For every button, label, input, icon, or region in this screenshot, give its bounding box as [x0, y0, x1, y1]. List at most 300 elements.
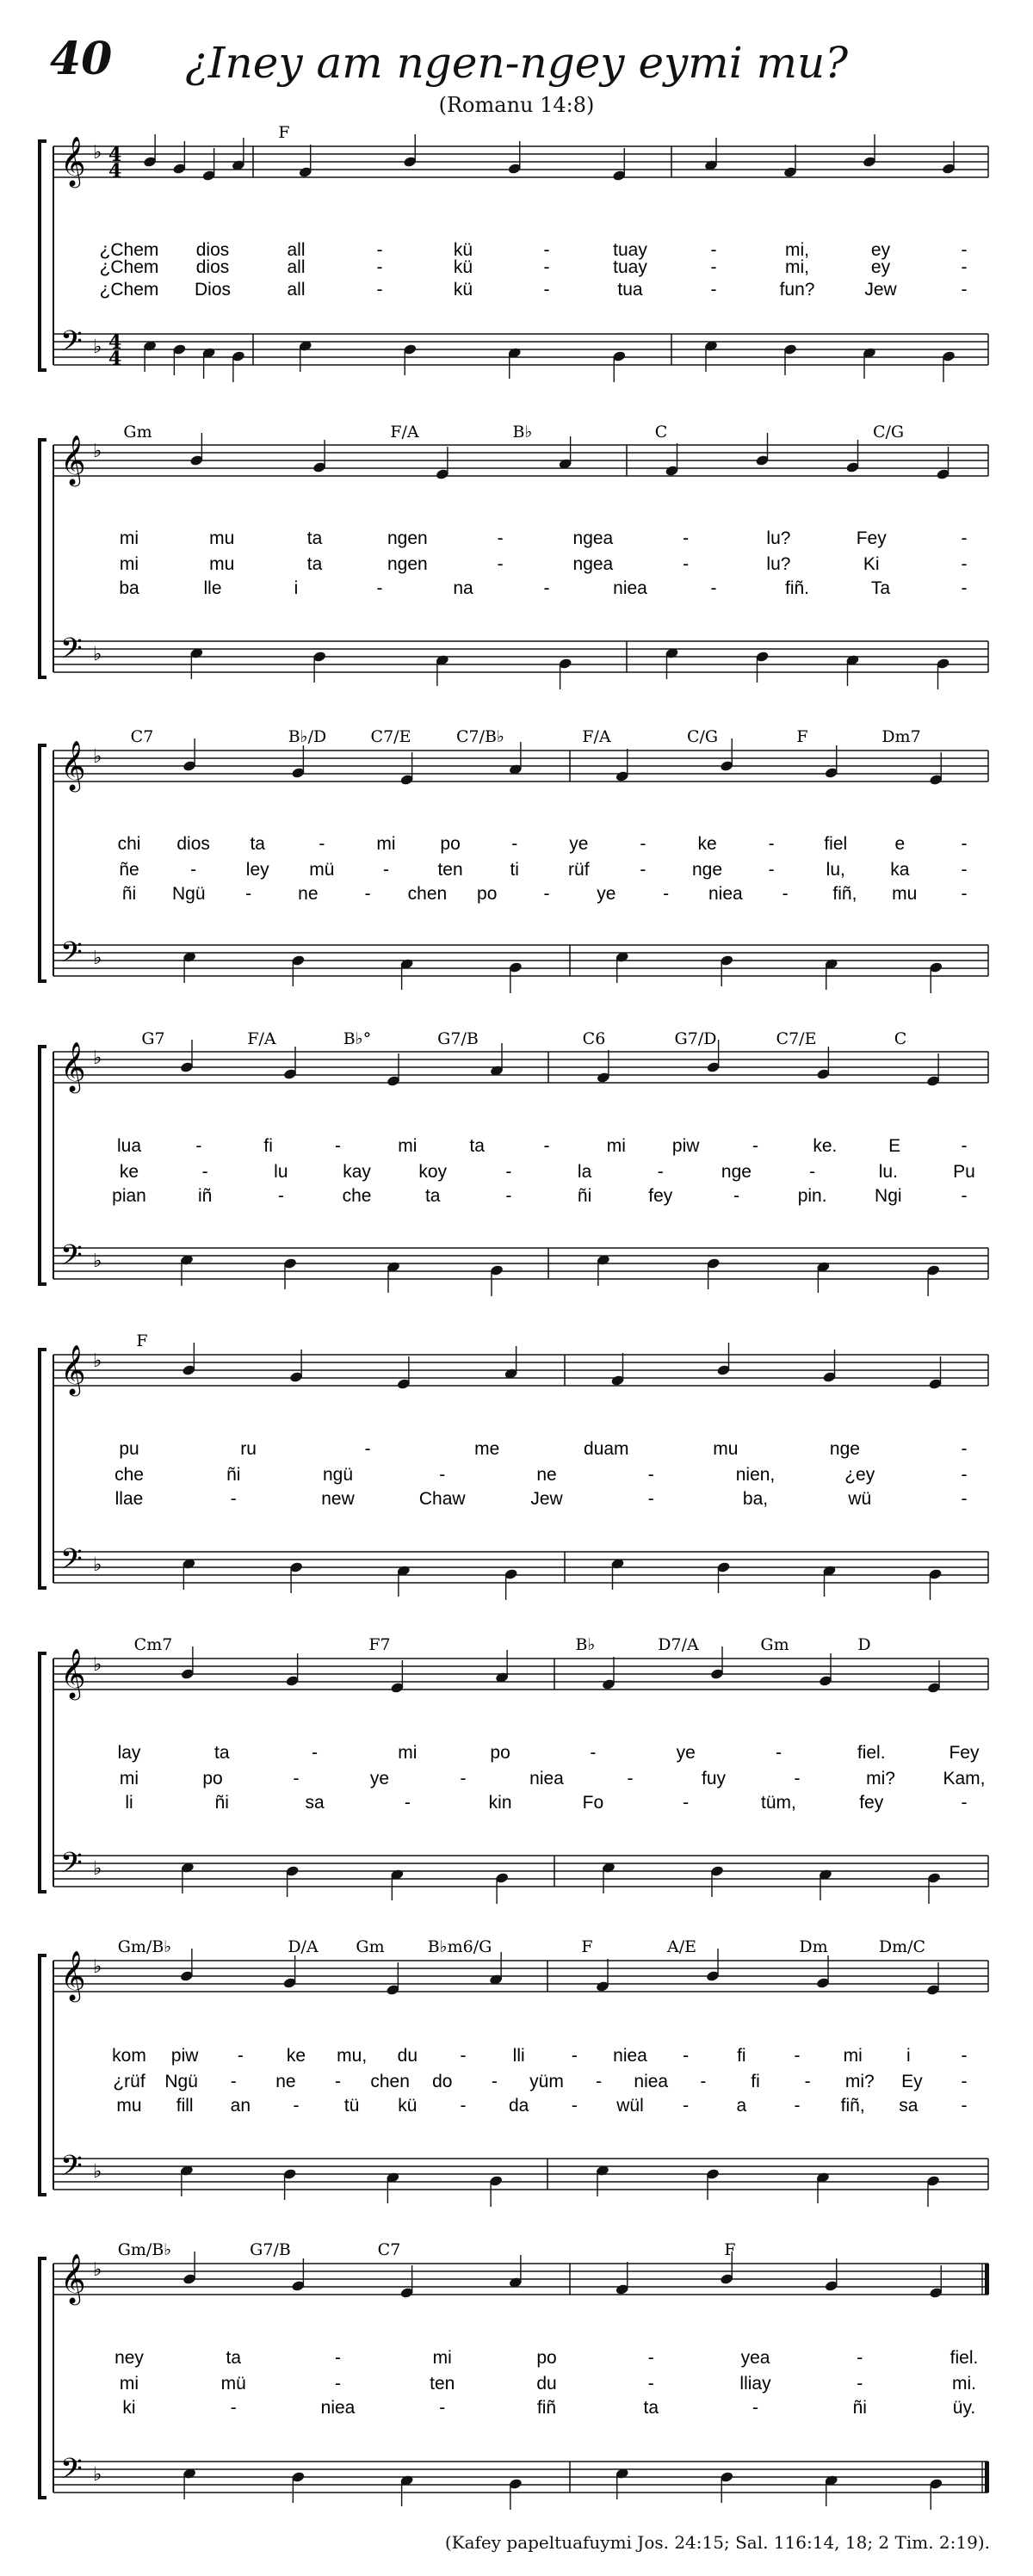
lyric-syllable: ye	[597, 884, 616, 904]
lyric-syllable: -	[364, 1439, 371, 1459]
lyric-syllable: ti	[510, 860, 519, 880]
lyric-syllable: -	[627, 1769, 634, 1788]
lyric-syllable: fiñ	[536, 2398, 557, 2418]
lyric-syllable: ñi	[577, 1186, 592, 1206]
lyric-syllable: -	[961, 240, 968, 260]
lyric-syllable: da	[508, 2096, 529, 2116]
lyric-syllable: fill	[176, 2096, 194, 2116]
lyric-syllable: niea	[613, 578, 647, 598]
lyric-syllable: chen	[407, 884, 448, 904]
lyric-syllable: ke	[286, 2046, 306, 2066]
key-signature-flat-icon: ♭	[93, 142, 102, 164]
lyric-syllable: ñi	[852, 2398, 867, 2418]
lyric-syllable: me	[474, 1439, 500, 1459]
lyric-syllable: -	[700, 2072, 707, 2091]
key-signature-flat-icon: ♭	[93, 441, 102, 462]
lyric-syllable: fiel	[824, 834, 848, 854]
lyric-syllable: -	[277, 1186, 284, 1206]
lyric-syllable: kay	[343, 1162, 371, 1182]
key-signature-flat-icon: ♭	[93, 644, 102, 665]
chord-symbol: Gm	[760, 1635, 789, 1654]
lyric-syllable: mi,	[785, 240, 809, 260]
lyric-syllable: fey	[648, 1186, 673, 1206]
lyric-syllable: ley	[245, 860, 269, 880]
lyric-syllable: piw	[170, 2046, 199, 2066]
music-system	[40, 2240, 989, 2510]
treble-clef-icon: 𝄞	[60, 1648, 86, 1698]
lyric-syllable: -	[596, 2072, 603, 2091]
system-bracket	[40, 745, 46, 981]
lyric-syllable: ne	[275, 2072, 296, 2091]
lyric-syllable: ta	[469, 1136, 485, 1156]
lyric-syllable: -	[505, 1186, 512, 1206]
music-system	[40, 1029, 988, 1296]
chord-symbol: G7/B	[437, 1029, 479, 1048]
lyric-syllable: -	[961, 2096, 968, 2116]
lyric-syllable: ta	[250, 834, 265, 854]
lyric-syllable: kü	[453, 257, 473, 277]
bass-clef-icon: 𝄢	[60, 936, 83, 976]
lyric-syllable: kü	[453, 280, 473, 300]
lyric-syllable: -	[809, 1162, 816, 1182]
lyric-syllable: po	[202, 1769, 223, 1788]
key-signature-flat-icon: ♭	[93, 2161, 102, 2183]
chord-symbol: D7/A	[658, 1635, 699, 1654]
lyric-syllable: ta	[226, 2348, 242, 2368]
key-signature-flat-icon: ♭	[93, 746, 102, 768]
lyric-syllable: -	[961, 1489, 968, 1509]
lyric-syllable: -	[335, 1136, 341, 1156]
lyric-syllable: ke	[119, 1162, 139, 1182]
chord-symbol: C7/E	[776, 1029, 817, 1048]
lyric-syllable: kom	[112, 2046, 146, 2066]
lyric-syllable: fuy	[701, 1769, 727, 1788]
lyric-syllable: niea	[613, 2046, 647, 2066]
footer-reference: (Kafey papeltuafuymi Jos. 24:15; Sal. 116:14, 18; 2 Tim. 2:19).	[444, 2532, 990, 2553]
lyric-syllable: ye	[569, 834, 589, 854]
lyric-syllable: ka	[890, 860, 910, 880]
lyric-syllable: mu	[116, 2096, 142, 2116]
lyric-syllable: ten	[437, 860, 463, 880]
lyric-syllable: -	[768, 860, 775, 880]
chord-symbol: C7/E	[370, 727, 411, 746]
lyric-syllable: du	[536, 2374, 557, 2394]
lyric-syllable: -	[794, 2096, 801, 2116]
chord-symbol: C7	[377, 2240, 401, 2259]
lyric-syllable: po	[440, 834, 461, 854]
lyric-syllable: -	[683, 528, 690, 548]
treble-clef-icon: 𝄞	[60, 2253, 86, 2303]
lyric-syllable: -	[804, 2072, 811, 2091]
chord-symbol: F/A	[390, 423, 419, 442]
lyric-syllable: che	[342, 1186, 372, 1206]
lyric-syllable: ¿Chem	[99, 257, 159, 277]
lyric-syllable: dios	[195, 257, 230, 277]
lyric-syllable: Jew	[530, 1489, 563, 1509]
lyric-syllable: ngen	[387, 554, 428, 574]
lyric-syllable: piw	[671, 1136, 700, 1156]
chord-symbol: Gm	[123, 423, 152, 442]
lyric-syllable: -	[319, 834, 325, 854]
chord-symbol: D/A	[288, 1937, 319, 1956]
lyric-syllable: -	[293, 2096, 300, 2116]
treble-clef-icon: 𝄞	[60, 1041, 86, 1091]
chord-symbol: B♭m6/G	[427, 1937, 492, 1956]
lyric-syllable: ne	[536, 1465, 557, 1485]
lyric-syllable: -	[439, 2398, 446, 2418]
lyric-syllable: e	[894, 834, 906, 854]
lyric-syllable: mi	[119, 1769, 139, 1788]
lyric-syllable: lu	[274, 1162, 288, 1182]
lyric-syllable: fi	[751, 2072, 760, 2091]
lyric-syllable: -	[961, 528, 968, 548]
lyric-syllable: -	[794, 2046, 801, 2066]
lyric-syllable: a	[736, 2096, 747, 2116]
lyric-syllable: duam	[584, 1439, 629, 1459]
lyric-syllable: lli	[512, 2046, 525, 2066]
lyric-syllable: kü	[453, 240, 473, 260]
key-signature-flat-icon: ♭	[93, 1554, 102, 1576]
music-system	[40, 1635, 988, 1904]
lyric-syllable: niea	[529, 1769, 564, 1788]
lyric-syllable: -	[961, 884, 968, 904]
final-bar-line	[985, 2264, 989, 2295]
system-bracket	[40, 141, 46, 370]
lyric-syllable: nge	[829, 1439, 860, 1459]
lyric-syllable: fiñ.	[784, 578, 810, 598]
lyric-syllable: -	[245, 884, 252, 904]
chord-symbol: B♭°	[343, 1029, 372, 1048]
lyric-syllable: po	[477, 884, 498, 904]
bass-clef-icon: 𝄢	[60, 1239, 83, 1279]
lyric-syllable: mi,	[785, 257, 809, 277]
lyric-syllable: nien,	[735, 1465, 776, 1485]
key-signature-flat-icon: ♭	[93, 948, 102, 969]
lyric-syllable: tüm,	[761, 1793, 796, 1813]
lyric-syllable: fiñ,	[840, 2096, 865, 2116]
chord-symbol: G7/D	[674, 1029, 717, 1048]
lyric-syllable: mi?	[844, 2072, 875, 2091]
lyric-syllable: nge	[692, 860, 723, 880]
lyric-syllable: ngea	[572, 554, 614, 574]
lyric-syllable: -	[376, 280, 383, 300]
lyric-syllable: ke.	[813, 1136, 838, 1156]
lyric-syllable: -	[794, 1769, 801, 1788]
bass-clef-icon: 𝄢	[60, 1543, 83, 1583]
lyric-syllable: ye	[676, 1743, 696, 1763]
system-bracket	[40, 440, 46, 677]
music-system	[40, 423, 988, 689]
chord-symbol: Gm/B♭	[117, 1937, 172, 1956]
key-signature-flat-icon: ♭	[93, 1251, 102, 1272]
lyric-syllable: ñe	[119, 860, 139, 880]
lyric-syllable: ngen	[387, 528, 428, 548]
lyric-syllable: -	[237, 2046, 244, 2066]
lyric-syllable: po	[536, 2348, 557, 2368]
system-bracket	[40, 1955, 46, 2195]
lyric-syllable: -	[647, 1489, 654, 1509]
system-bracket	[40, 1653, 46, 1892]
lyric-syllable: na	[453, 578, 473, 598]
lyric-syllable: -	[230, 2398, 237, 2418]
lyric-syllable: -	[640, 860, 646, 880]
lyric-syllable: kü	[398, 2096, 418, 2116]
lyric-syllable: lay	[117, 1743, 141, 1763]
key-signature-flat-icon: ♭	[93, 2464, 102, 2486]
lyric-syllable: Pu	[953, 1162, 975, 1182]
bass-clef-icon: 𝄢	[60, 1847, 83, 1887]
lyric-syllable: -	[543, 1136, 550, 1156]
lyric-syllable: ta	[306, 554, 323, 574]
lyric-syllable: -	[733, 1186, 739, 1206]
lyric-syllable: -	[640, 834, 646, 854]
lyric-syllable: Kam,	[943, 1769, 986, 1788]
music-system	[40, 1937, 988, 2207]
lyric-syllable: -	[683, 1793, 690, 1813]
lyric-syllable: ke	[697, 834, 717, 854]
lyric-syllable: ta	[306, 528, 323, 548]
lyric-syllable: -	[201, 1162, 208, 1182]
treble-clef-icon: 𝄞	[60, 1950, 86, 2000]
lyric-syllable: fiel.	[949, 2348, 979, 2368]
lyric-syllable: Jew	[864, 280, 897, 300]
lyric-syllable: -	[590, 1743, 597, 1763]
lyric-syllable: new	[321, 1489, 355, 1509]
lyric-syllable: lu.	[878, 1162, 898, 1182]
treble-clef-icon: 𝄞	[60, 1344, 86, 1394]
time-signature-numerator: 4	[108, 144, 122, 166]
lyric-syllable: -	[710, 240, 717, 260]
lyric-syllable: Ngü	[172, 884, 206, 904]
lyric-syllable: ñi	[214, 1793, 229, 1813]
lyric-syllable: du	[397, 2046, 418, 2066]
lyric-syllable: all	[287, 280, 306, 300]
lyric-syllable: mi	[843, 2046, 863, 2066]
treble-clef-icon: 𝄞	[60, 136, 86, 186]
lyric-syllable: llae	[114, 1489, 144, 1509]
lyric-syllable: -	[961, 257, 968, 277]
system-bracket	[40, 1047, 46, 1284]
lyric-syllable: tua	[617, 280, 643, 300]
lyric-syllable: fey	[859, 1793, 884, 1813]
chord-symbol: Gm	[356, 1937, 385, 1956]
lyric-syllable: la	[577, 1162, 592, 1182]
lyric-syllable: dios	[195, 240, 230, 260]
lyric-syllable: mi	[398, 1743, 418, 1763]
lyric-syllable: ta	[214, 1743, 230, 1763]
key-signature-flat-icon: ♭	[93, 1047, 102, 1069]
chord-symbol: B♭	[575, 1635, 596, 1654]
music-system	[40, 727, 988, 993]
key-signature-flat-icon: ♭	[93, 2259, 102, 2281]
lyric-syllable: -	[460, 2046, 467, 2066]
lyric-syllable: -	[543, 884, 550, 904]
chord-symbol: C	[654, 423, 668, 442]
lyric-syllable: -	[543, 578, 550, 598]
treble-clef-icon: 𝄞	[60, 435, 86, 485]
lyric-syllable: pian	[112, 1186, 146, 1206]
lyric-syllable: ñi	[226, 1465, 241, 1485]
lyric-syllable: mi.	[952, 2374, 976, 2394]
lyric-syllable: i	[906, 2046, 911, 2066]
lyric-syllable: lliay	[739, 2374, 771, 2394]
lyric-syllable: dios	[176, 834, 210, 854]
lyric-syllable: mi	[376, 834, 396, 854]
lyric-syllable: li	[125, 1793, 133, 1813]
chord-symbol: C/G	[686, 727, 719, 746]
final-bar-line	[985, 2462, 989, 2493]
lyric-syllable: ta	[643, 2398, 659, 2418]
lyric-syllable: -	[961, 1793, 968, 1813]
lyric-syllable: Fo	[582, 1793, 604, 1813]
lyric-syllable: do	[432, 2072, 453, 2091]
lyric-syllable: fi	[737, 2046, 746, 2066]
lyric-syllable: mi	[398, 1136, 418, 1156]
lyric-syllable: -	[312, 1743, 319, 1763]
lyric-syllable: -	[961, 2046, 968, 2066]
lyric-syllable: -	[335, 2348, 341, 2368]
lyric-syllable: -	[961, 1186, 968, 1206]
lyric-syllable: ¿Chem	[99, 240, 159, 260]
music-system	[40, 123, 988, 382]
lyric-syllable: Ngi	[875, 1186, 902, 1206]
lyric-syllable: iñ	[198, 1186, 213, 1206]
chord-symbol: Dm/C	[878, 1937, 926, 1956]
lyric-syllable: -	[543, 240, 550, 260]
chord-symbol: A/E	[667, 1937, 696, 1956]
chord-symbol: F	[724, 2240, 736, 2259]
lyric-syllable: i	[294, 578, 299, 598]
lyric-syllable: -	[190, 860, 197, 880]
lyric-syllable: -	[293, 1769, 300, 1788]
lyric-syllable: -	[230, 1489, 237, 1509]
lyric-syllable: -	[961, 860, 968, 880]
chord-symbol: Gm/B♭	[117, 2240, 172, 2259]
lyric-syllable: ru	[240, 1439, 257, 1459]
chord-symbol: C7	[130, 727, 154, 746]
lyric-syllable: üy.	[952, 2398, 976, 2418]
lyric-syllable: -	[404, 1793, 411, 1813]
chord-symbol: F	[278, 123, 290, 142]
lyric-syllable: pu	[119, 1439, 139, 1459]
lyric-syllable: lua	[116, 1136, 142, 1156]
hymn-title: ¿Iney am ngen-ngey eymi mu?	[185, 38, 848, 88]
lyric-syllable: fi	[263, 1136, 273, 1156]
lyric-syllable: kin	[488, 1793, 512, 1813]
bass-clef-icon: 𝄢	[60, 633, 83, 672]
key-signature-flat-icon: ♭	[93, 1350, 102, 1372]
lyric-syllable: lle	[203, 578, 222, 598]
lyric-syllable: chi	[117, 834, 141, 854]
key-signature-flat-icon: ♭	[93, 1654, 102, 1676]
lyric-syllable: pin.	[797, 1186, 827, 1206]
lyric-syllable: -	[571, 2046, 578, 2066]
chord-symbol: C7/B♭	[456, 727, 504, 746]
lyric-syllable: -	[491, 2072, 498, 2091]
lyric-syllable: -	[752, 2398, 758, 2418]
lyric-syllable: -	[961, 1136, 968, 1156]
chord-symbol: G7/B	[250, 2240, 291, 2259]
lyric-syllable: -	[683, 554, 690, 574]
lyric-syllable: -	[657, 1162, 664, 1182]
hymn-number: 40	[50, 33, 113, 85]
lyric-syllable: ye	[369, 1769, 390, 1788]
lyric-syllable: mu	[209, 528, 235, 548]
bass-clef-icon: 𝄢	[60, 2453, 83, 2493]
chord-symbol: C/G	[872, 423, 905, 442]
chord-symbol: Dm	[799, 1937, 828, 1956]
lyric-syllable: ba,	[742, 1489, 769, 1509]
lyric-syllable: ngea	[572, 528, 614, 548]
chord-symbol: B♭	[512, 423, 533, 442]
lyric-syllable: -	[647, 1465, 654, 1485]
lyric-syllable: tuay	[613, 257, 647, 277]
lyric-syllable: -	[511, 834, 518, 854]
lyric-syllable: -	[683, 2046, 690, 2066]
chord-symbol: F	[581, 1937, 593, 1956]
lyric-syllable: Fey	[856, 528, 887, 548]
chord-symbol: D	[857, 1635, 871, 1654]
lyric-syllable: koy	[418, 1162, 448, 1182]
lyric-syllable: -	[497, 528, 504, 548]
lyric-syllable: -	[647, 2374, 654, 2394]
lyric-syllable: all	[287, 257, 306, 277]
chord-symbol: F	[796, 727, 808, 746]
lyric-syllable: ba	[119, 578, 139, 598]
lyric-syllable: Dios	[194, 280, 232, 300]
lyric-syllable: -	[710, 578, 717, 598]
lyric-syllable: mu,	[337, 2046, 368, 2066]
lyric-syllable: -	[961, 554, 968, 574]
chord-symbol: F/A	[582, 727, 611, 746]
lyric-syllable: ngü	[322, 1465, 354, 1485]
lyric-syllable: -	[961, 1439, 968, 1459]
lyric-syllable: sa	[899, 2096, 919, 2116]
lyric-syllable: -	[710, 257, 717, 277]
bass-clef-icon: 𝄢	[60, 2150, 83, 2190]
key-signature-flat-icon: ♭	[93, 1858, 102, 1880]
lyric-syllable: an	[230, 2096, 251, 2116]
lyric-syllable: wü	[848, 1489, 872, 1509]
lyric-syllable: -	[768, 834, 775, 854]
lyric-syllable: mü	[220, 2374, 246, 2394]
lyric-syllable: -	[382, 860, 389, 880]
lyric-syllable: ki	[122, 2398, 136, 2418]
lyric-syllable: -	[782, 884, 789, 904]
lyric-syllable: yea	[740, 2348, 770, 2368]
lyric-syllable: ey	[870, 240, 891, 260]
lyric-syllable: yüm	[529, 2072, 564, 2091]
lyric-syllable: chen	[370, 2072, 410, 2091]
lyric-syllable: ey	[870, 257, 891, 277]
lyric-syllable: mü	[309, 860, 335, 880]
chord-symbol: Cm7	[133, 1635, 173, 1654]
lyric-syllable: mu	[892, 884, 918, 904]
lyric-syllable: mi	[432, 2348, 452, 2368]
lyric-syllable: all	[287, 240, 306, 260]
lyric-syllable: ta	[424, 1186, 441, 1206]
lyric-syllable: nge	[721, 1162, 752, 1182]
lyric-syllable: -	[376, 257, 383, 277]
lyric-syllable: -	[961, 578, 968, 598]
lyric-syllable: -	[710, 280, 717, 300]
lyric-syllable: -	[543, 280, 550, 300]
chord-symbol: C6	[582, 1029, 606, 1048]
treble-clef-icon: 𝄞	[60, 740, 86, 790]
chord-symbol: F	[136, 1331, 148, 1350]
lyric-syllable: Fey	[949, 1743, 980, 1763]
lyric-syllable: niea	[320, 2398, 356, 2418]
